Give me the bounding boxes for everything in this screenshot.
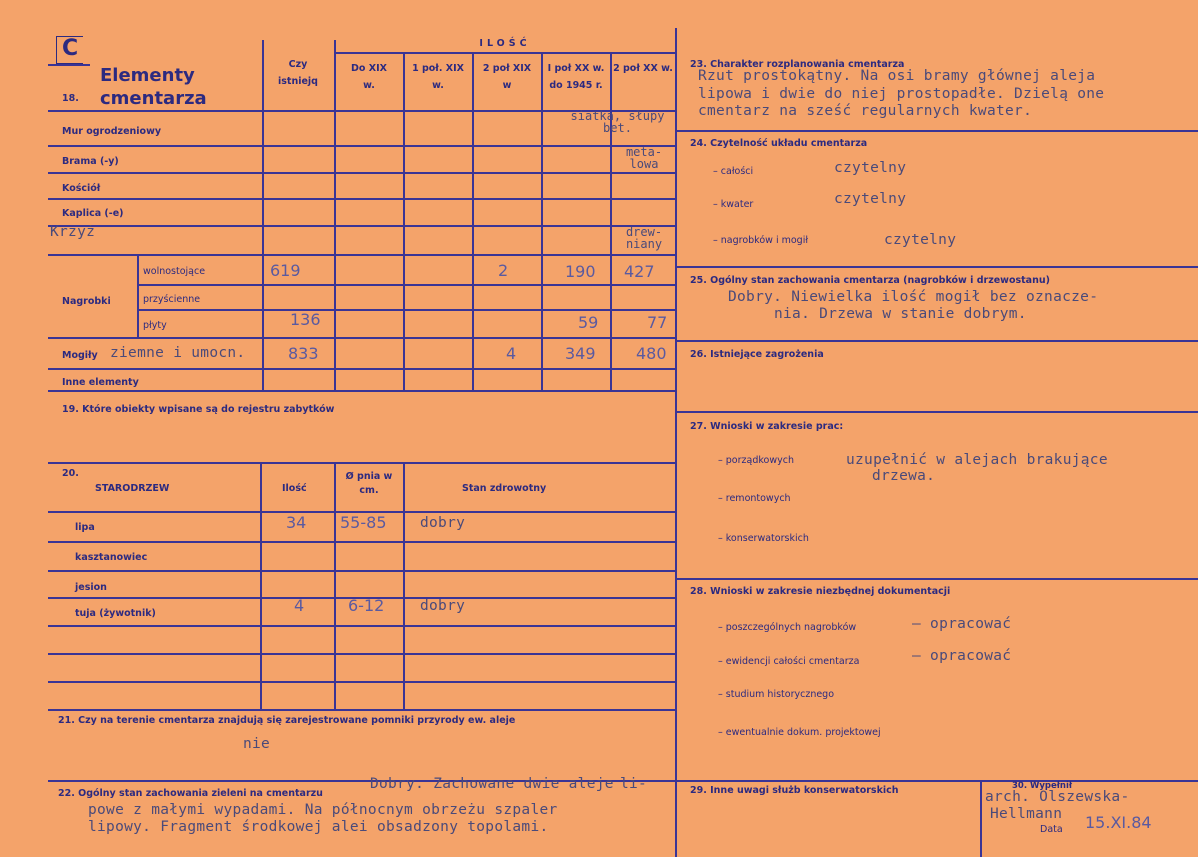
- rule: [403, 462, 405, 709]
- cell-value: meta- lowa: [625, 145, 663, 171]
- tree-name: tuja (żywotnik): [75, 608, 156, 619]
- column-header: 2 poł XIX w: [482, 63, 532, 91]
- section-29-label: 29. Inne uwagi służb konserwatorskich: [690, 785, 899, 796]
- item-label: – ewentualnie dokum. projektowej: [718, 727, 881, 738]
- cell-value: 619: [270, 261, 301, 280]
- tree-health: dobry: [420, 515, 466, 531]
- rule: [610, 52, 612, 390]
- cell-value: 136: [290, 310, 321, 329]
- item-value: czytelny: [884, 232, 957, 248]
- rule: [137, 284, 675, 286]
- rule: [48, 625, 675, 627]
- rule: [48, 570, 675, 572]
- cell-value: 349: [565, 344, 596, 363]
- tree-count: 34: [286, 513, 307, 532]
- rule: [675, 340, 1198, 342]
- item-value: czytelny: [834, 160, 907, 176]
- column-header: Czy istniejq: [278, 59, 318, 87]
- item-value: drzewa.: [872, 468, 936, 484]
- section-number: 18.: [62, 93, 79, 104]
- tree-diameter: 55-85: [340, 513, 387, 532]
- section-20-number: 20.: [62, 468, 79, 479]
- tree-count: 4: [294, 596, 305, 615]
- section-22-text: li-: [620, 776, 648, 792]
- item-label: – całości: [713, 166, 754, 177]
- section-21-answer: nie: [243, 736, 271, 752]
- rule: [262, 40, 264, 390]
- rule: [48, 653, 675, 655]
- tree-name: jesion: [75, 582, 107, 593]
- section-22-text: lipowy. Fragment środkowej alei obsadzony topolami.: [88, 819, 549, 835]
- mogily-type: ziemne i umocn.: [110, 345, 246, 361]
- cell-value: 2: [498, 261, 509, 280]
- item-label: – porządkowych: [718, 455, 794, 466]
- rule: [48, 337, 675, 339]
- item-value: czytelny: [834, 191, 907, 207]
- row-label: wolnostojące: [143, 266, 206, 277]
- section-30-label: 30. Wypełnił: [1012, 781, 1073, 791]
- item-label: – kwater: [713, 199, 754, 210]
- section-26-label: 26. Istniejące zagrożenia: [690, 349, 824, 360]
- rule: [48, 709, 675, 711]
- item-label: – remontowych: [718, 493, 791, 504]
- rule: [675, 578, 1198, 580]
- rule: [472, 52, 474, 390]
- rule: [675, 411, 1198, 413]
- cell-value: 77: [647, 313, 668, 332]
- cell-value: siatka, słupy bet.: [570, 109, 665, 135]
- column-header: Ilość: [282, 483, 307, 494]
- rule: [137, 254, 139, 337]
- rule: [675, 780, 1198, 782]
- row-label: Kościół: [62, 183, 101, 194]
- rule: [137, 309, 675, 311]
- row-label: Mur ogrodzeniowy: [62, 126, 162, 137]
- section-23-text: cmentarz na sześć regularnych kwater.: [698, 103, 1033, 119]
- item-value: – opracować: [912, 616, 1012, 632]
- section-title: cmentarza: [100, 88, 207, 109]
- row-label: Mogiły: [62, 350, 98, 361]
- column-header: I poł XX w. do 1945 r.: [547, 63, 605, 91]
- section-25-label: 25. Ogólny stan zachowania cmentarza (nagrobków i drzewostanu): [690, 275, 1050, 286]
- rule: [675, 266, 1198, 268]
- column-header: 2 poł XX w.: [613, 63, 673, 74]
- section-22-text: powe z małymi wypadami. Na północnym obrzeżu szpaler: [88, 802, 558, 818]
- rule: [48, 225, 675, 227]
- rule: [48, 368, 675, 370]
- cell-value: 427: [624, 262, 655, 281]
- tree-health: dobry: [420, 598, 466, 614]
- column-header: 1 poł. XIX w.: [412, 63, 464, 91]
- rule: [48, 462, 675, 464]
- item-label: – nagrobków i mogił: [713, 235, 809, 246]
- cell-value: drew- niany: [625, 225, 663, 251]
- section-25-text: nia. Drzewa w stanie dobrym.: [774, 306, 1027, 322]
- rule: [334, 462, 336, 709]
- cell-value: 190: [565, 262, 596, 281]
- item-value: – opracować: [912, 648, 1012, 664]
- rule: [48, 198, 675, 200]
- rule: [48, 145, 675, 147]
- row-label: Inne elementy: [62, 377, 139, 388]
- cell-value: 59: [578, 313, 599, 332]
- item-label: – poszczególnych nagrobków: [718, 622, 857, 633]
- rule: [334, 40, 336, 390]
- rule: [675, 130, 1198, 132]
- section-22-label: 22. Ogólny stan zachowania zieleni na cmentarzu: [58, 788, 323, 799]
- row-label: Nagrobki: [62, 296, 111, 307]
- item-label: – konserwatorskich: [718, 533, 809, 544]
- tree-name: lipa: [75, 522, 95, 533]
- section-28-label: 28. Wnioski w zakresie niezbędnej dokumentacji: [690, 586, 951, 597]
- rule: [48, 681, 675, 683]
- rule: [48, 254, 675, 256]
- tree-diameter: 6-12: [348, 596, 385, 615]
- rule: [48, 64, 90, 66]
- section-letter: C: [62, 36, 79, 61]
- cell-value: 833: [288, 344, 319, 363]
- author-name: Hellmann: [990, 806, 1063, 822]
- section-22-text: Dobry. Zachowane dwie aleje: [370, 776, 614, 792]
- cell-value: 4: [506, 344, 517, 363]
- rule: [260, 462, 262, 709]
- section-19-label: 19. Które obiekty wpisane są do rejestru zabytków: [62, 404, 335, 415]
- row-label: Kaplica (-e): [62, 208, 124, 219]
- row-label: Brama (-y): [62, 156, 119, 167]
- column-header: Do XIX w.: [351, 63, 387, 91]
- tree-name: kasztanowiec: [75, 552, 148, 563]
- rule: [335, 52, 675, 54]
- rule: [541, 52, 543, 390]
- date-value: 15.XI.84: [1085, 813, 1152, 832]
- rule: [48, 390, 675, 392]
- item-label: – studium historycznego: [718, 689, 835, 700]
- item-label: – ewidencji całości cmentarza: [718, 656, 860, 667]
- section-25-text: Dobry. Niewielka ilość mogił bez oznacze-: [728, 289, 1099, 305]
- column-header: Ø pnia w cm.: [345, 471, 393, 496]
- rule: [48, 172, 675, 174]
- section-23-label: 23. Charakter rozplanowania cmentarza: [690, 59, 905, 70]
- section-27-label: 27. Wnioski w zakresie prac:: [690, 421, 844, 432]
- section-24-label: 24. Czytelność układu cmentarza: [690, 138, 868, 149]
- row-label: Krzyż: [50, 224, 96, 240]
- section-23-text: Rzut prostokątny. Na osi bramy głównej aleja: [698, 68, 1096, 84]
- section-title: Elementy: [100, 65, 195, 86]
- section-21-label: 21. Czy na terenie cmentarza znajdują się zarejestrowane pomniki przyrody ew. aleje: [58, 715, 516, 726]
- column-header: Stan zdrowotny: [462, 483, 547, 494]
- date-label: Data: [1040, 824, 1063, 835]
- item-value: uzupełnić w alejach brakujące: [846, 452, 1108, 468]
- row-label: przyścienne: [143, 294, 201, 305]
- rule: [48, 541, 675, 543]
- row-label: płyty: [143, 320, 167, 331]
- cell-value: 480: [636, 344, 667, 363]
- column-header: ILOŚĆ: [479, 38, 531, 49]
- column-header: STARODRZEW: [95, 483, 170, 494]
- author-name: arch. Olszewska-: [985, 789, 1130, 805]
- rule: [403, 52, 405, 390]
- section-23-text: lipowa i dwie do niej prostopadłe. Dzielą one: [698, 86, 1105, 102]
- rule: [980, 780, 982, 857]
